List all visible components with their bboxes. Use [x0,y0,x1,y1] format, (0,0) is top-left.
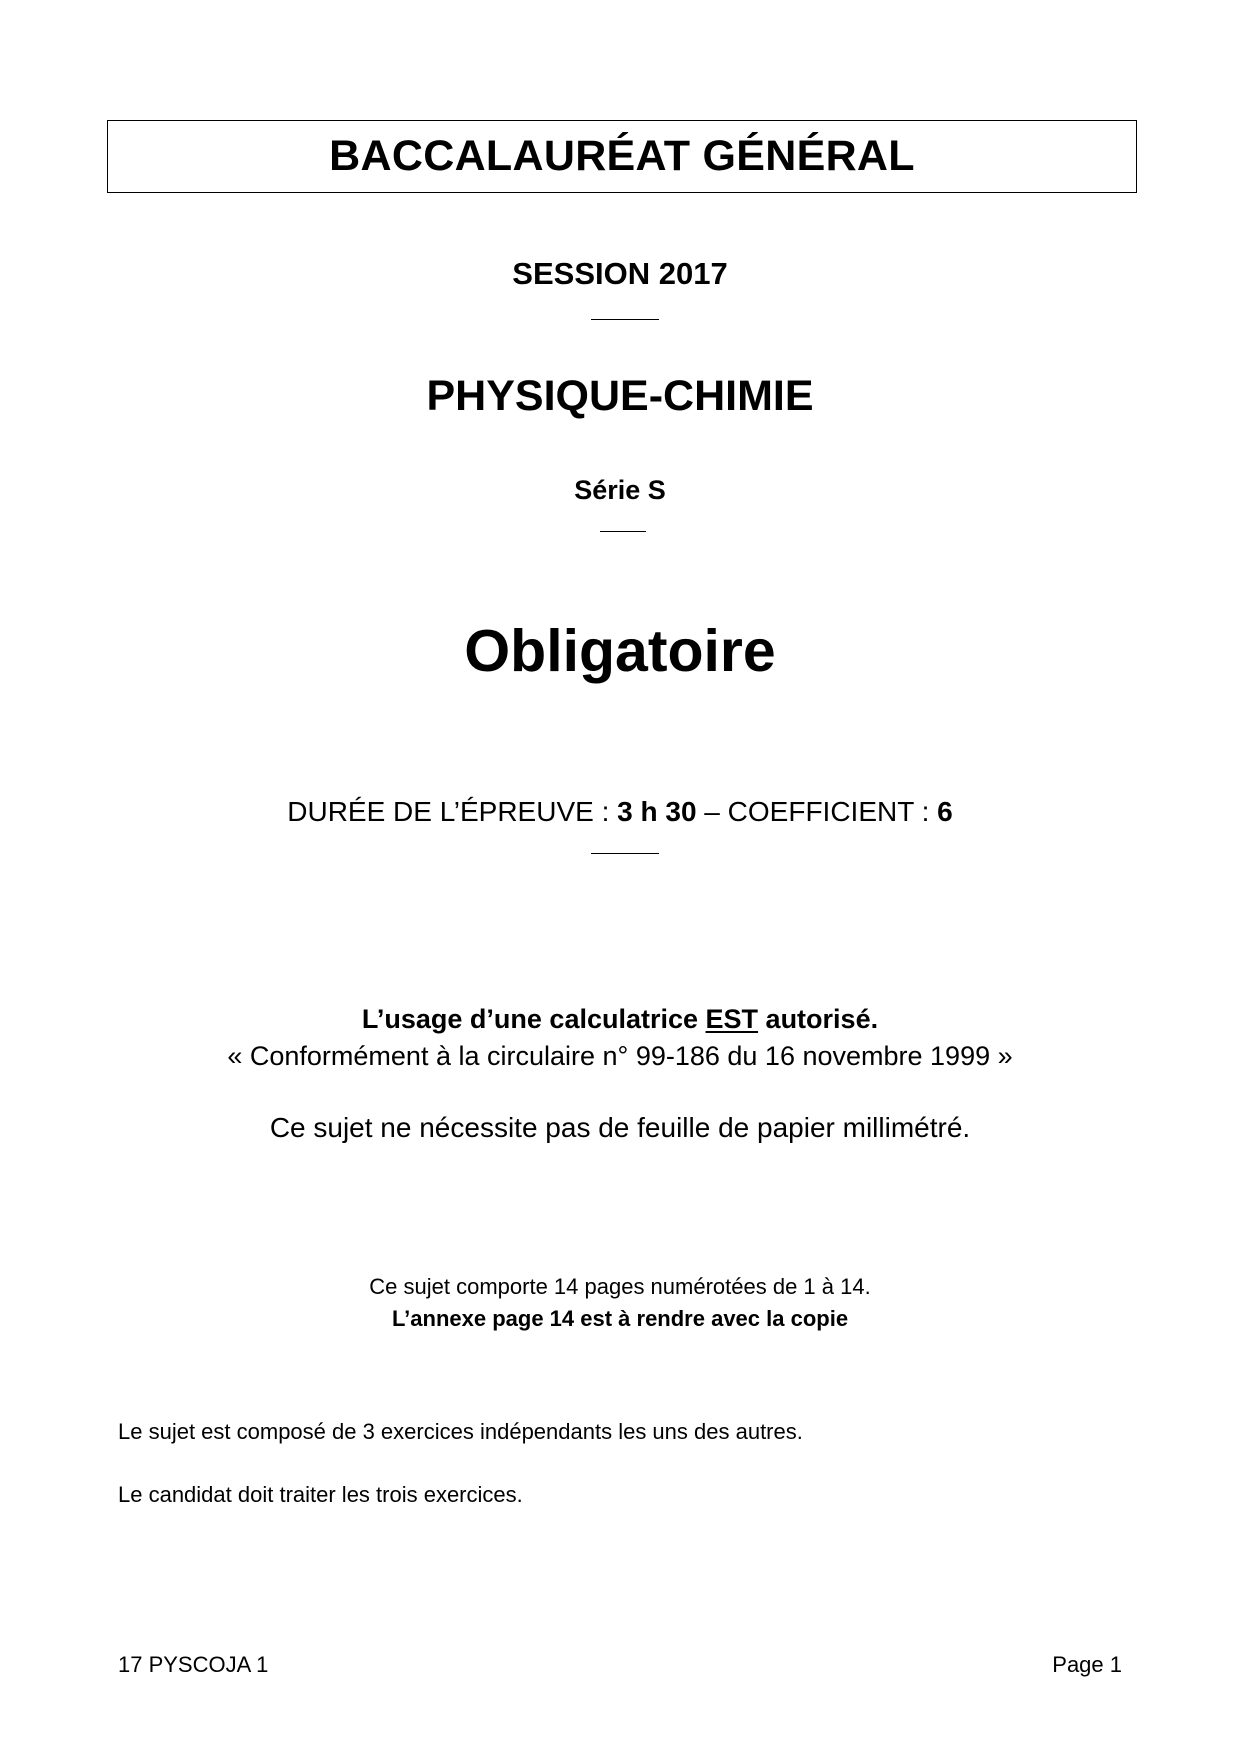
duration-line [0,796,1240,828]
composition-note: Le sujet est composé de 3 exercices indépendants les uns des autres. [118,1419,803,1444]
serie-divider [600,531,646,532]
calculator-suffix: autorisé. [758,1004,879,1034]
coefficient-label: – COEFFICIENT : [696,796,938,827]
exam-title: BACCALAURÉAT GÉNÉRAL [329,132,915,180]
session-divider [591,319,659,320]
candidate-note: Le candidat doit traiter les trois exercices. [118,1482,523,1507]
session-label: SESSION 2017 [512,256,728,291]
pages-note: Ce sujet comporte 14 pages numérotées de 1 à 14. [369,1274,871,1299]
annex-note: L’annexe page 14 est à rendre avec la copie [391,1306,849,1331]
duration-value: 3 h 30 [617,796,697,827]
subject-title: PHYSIQUE-CHIMIE [426,372,814,420]
calculator-emphasis: EST [705,1004,759,1034]
coefficient-value: 6 [937,796,953,827]
duration-divider [591,853,659,854]
exam-title-box [107,120,1137,193]
footer-page-number: Page 1 [1052,1652,1122,1677]
duration-label: DURÉE DE L’ÉPREUVE : [287,796,618,827]
calculator-rule [0,1004,1240,1035]
option-title: Obligatoire [464,618,776,684]
footer-code: 17 PYSCOJA 1 [118,1652,269,1677]
paper-note: Ce sujet ne nécessite pas de feuille de papier millimétré. [269,1112,971,1143]
serie-label: Série S [574,475,666,505]
calculator-prefix: L’usage d’une calculatrice [361,1004,706,1034]
circulaire-reference: « Conformément à la circulaire n° 99-186 du 16 novembre 1999 » [227,1041,1013,1071]
